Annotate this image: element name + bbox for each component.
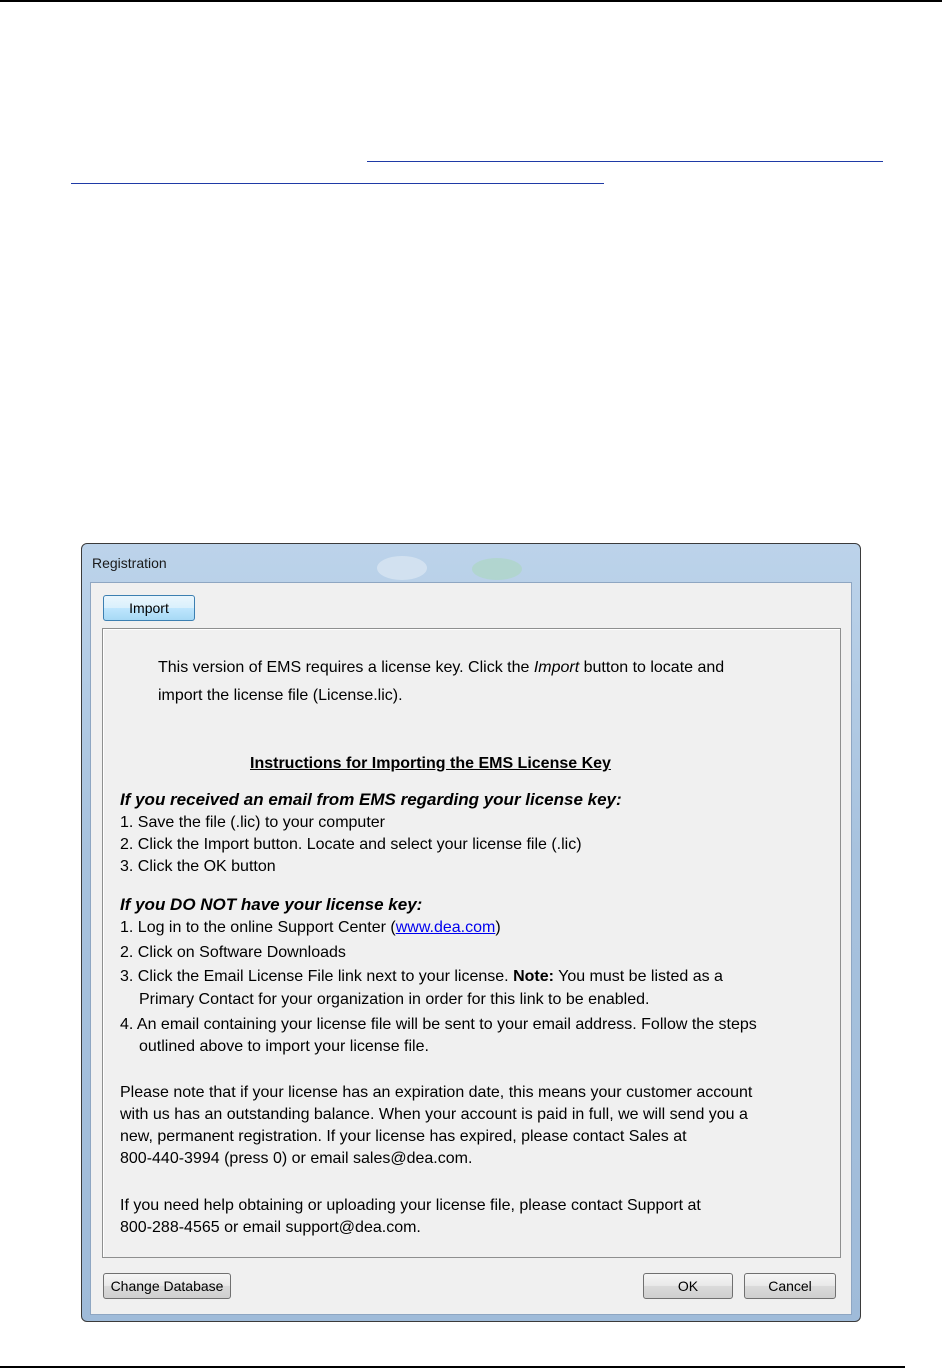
import-button[interactable]: Import — [103, 595, 195, 621]
title-glow-decoration — [377, 556, 427, 580]
intro-import-word: Import — [533, 659, 580, 676]
title-bar[interactable] — [82, 544, 860, 582]
help-paragraph-line: If you need help obtaining or uploading your license file, please contact Support at — [120, 1197, 701, 1214]
instructions-heading: Instructions for Importing the EMS License Key — [250, 755, 611, 772]
step-text: ) — [495, 919, 501, 936]
email-step-2: 2. Click the Import button. Locate and select your license file (.lic) — [120, 836, 582, 853]
note-paragraph-line: new, permanent registration. If your license has expired, please contact Sales at — [120, 1128, 687, 1145]
note-paragraph-line: 800-440-3994 (press 0) or email sales@dea.com. — [120, 1150, 473, 1167]
note-label: Note: — [513, 968, 554, 985]
step-text: 1. Log in to the online Support Center ( — [120, 919, 396, 936]
no-key-step-4-line-2: outlined above to import your license file. — [139, 1038, 429, 1055]
email-step-1: 1. Save the file (.lic) to your computer — [120, 814, 385, 831]
change-database-button[interactable]: Change Database — [103, 1273, 231, 1299]
instructions-panel — [102, 628, 841, 1258]
step-text: 3. Click the Email License File link next to your license. — [120, 968, 514, 985]
dialog-client-area — [90, 582, 852, 1315]
no-key-step-3-line-2: Primary Contact for your organization in order for this link to be enabled. — [139, 991, 650, 1008]
intro-line-1 — [158, 658, 724, 678]
no-key-step-2: 2. Click on Software Downloads — [120, 944, 346, 961]
page-bottom-rule — [0, 1366, 905, 1368]
hyperlink-underline-1[interactable] — [367, 161, 883, 162]
email-step-3: 3. Click the OK button — [120, 858, 276, 875]
title-glow-decoration — [472, 558, 522, 580]
intro-line-2: import the license file (License.lic). — [158, 687, 403, 704]
step-text: You must be listed as a — [553, 968, 723, 985]
support-center-link[interactable]: www.dea.com — [395, 919, 496, 936]
note-paragraph-line: Please note that if your license has an expiration date, this means your customer account — [120, 1084, 753, 1101]
help-paragraph-line: 800-288-4565 or email support@dea.com. — [120, 1219, 421, 1236]
registration-dialog — [81, 543, 861, 1322]
email-section-heading: If you received an email from EMS regarding your license key: — [120, 790, 622, 809]
no-key-step-3 — [120, 967, 723, 987]
no-key-step-1 — [120, 918, 501, 938]
intro-text: button to locate and — [579, 659, 725, 676]
ok-button[interactable]: OK — [643, 1273, 733, 1299]
no-key-section-heading: If you DO NOT have your license key: — [120, 895, 423, 914]
hyperlink-underline-2[interactable] — [71, 183, 604, 184]
intro-text: This version of EMS requires a license key. Click the — [158, 659, 534, 676]
cancel-button[interactable]: Cancel — [744, 1273, 836, 1299]
window-title: Registration — [92, 555, 167, 571]
note-paragraph-line: with us has an outstanding balance. When your account is paid in full, we will send you a — [120, 1106, 748, 1123]
page-top-rule — [0, 0, 942, 2]
no-key-step-4: 4. An email containing your license file will be sent to your email address. Follow the steps — [120, 1016, 757, 1033]
